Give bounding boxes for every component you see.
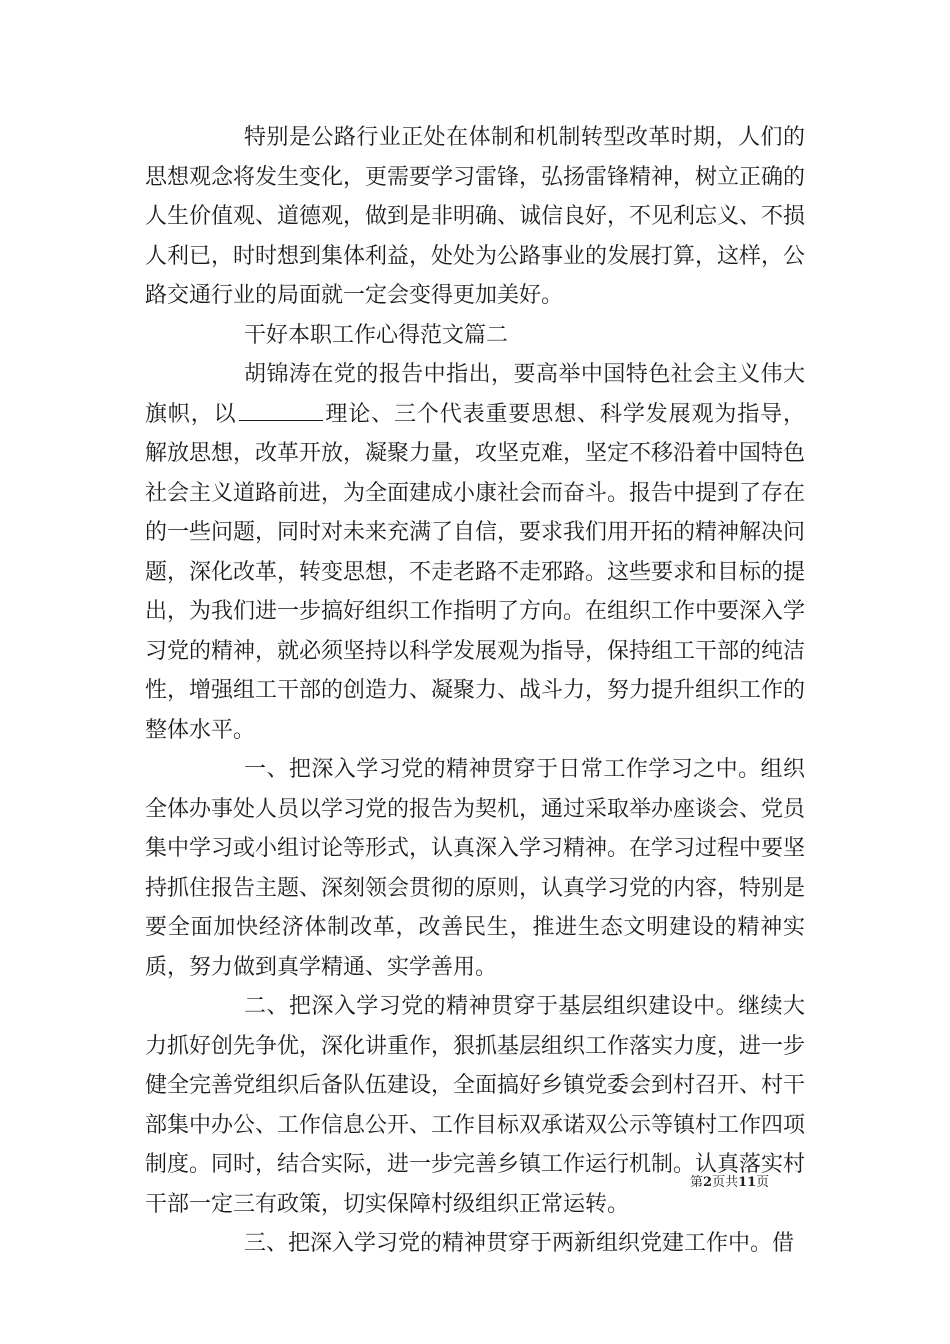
paragraph-report-rest: 理论、三个代表重要思想、科学发展观为指导，解放思想，改革开放，凝聚力量，攻坚克难，坚定不移沿着中国特色社会主义道路前进，为全面建成小康社会而奋斗。报告中提到了存在的一些问题，同时对未来充满了自信，要求我们用开拓的精神解决问题，深化改革，转变思想，不走老路不走邪路。这些要求和目标的提出，为我们进一步搞好组织工作指明了方向。在组织工作中要深入学习党的精神，就必须坚持以科学发展观为指导，保持组工干部的纯洁性，增强组工干部的创造力、凝聚力、战斗力，努力提升组织工作的整体水平。 bbox=[145, 401, 806, 743]
paragraph-report-start: 胡锦涛在党的报告中指出，要高举中国特色社会主义伟大旗帜，以 bbox=[145, 362, 805, 427]
page-number-footer bbox=[690, 1174, 810, 1192]
section-heading: 干好本职工作心得范文篇二 bbox=[244, 322, 509, 348]
document-body bbox=[145, 118, 805, 1264]
footer-middle: 页共 bbox=[712, 1175, 739, 1190]
paragraph-report bbox=[145, 355, 805, 750]
paragraph-point-three: 三、把深入学习党的精神贯穿于两新组织党建工作中。借 bbox=[244, 1231, 795, 1256]
footer-suffix: 页 bbox=[756, 1175, 770, 1190]
paragraph-point-two: 二、把深入学习党的精神贯穿于基层组织建设中。继续大力抓好创先争优，深化讲重作，狠抓基层组织工作落实力度，进一步健全完善党组织后备队伍建设，全面搞好乡镇党委会到村召开、村干部集中办公、工作信息公开、工作目标双承诺双公示等镇村工作四项制度。同时，结合实际，进一步完善乡镇工作运行机制。认真落实村干部一定三有政策，切实保障村级组织正常运转。 bbox=[145, 994, 806, 1217]
paragraph-point-one: 一、把深入学习党的精神贯穿于日常工作学习之中。组织全体办事处人员以学习党的报告为契机，通过采取举办座谈会、党员集中学习或小组讨论等形式，认真深入学习精神。在学习过程中要坚持抓住报告主题、深刻领会贯彻的原则，认真学习党的内容，特别是要全面加快经济体制改革，改善民生，推进生态文明建设的精神实质，努力做到真学精通、实学善用。 bbox=[145, 757, 806, 980]
footer-current-page: 2 bbox=[703, 1175, 713, 1190]
paragraph-public-road: 特别是公路行业正处在体制和机制转型改革时期，人们的思想观念将发生变化，更需要学习雷锋，弘扬雷锋精神，树立正确的人生价值观、道德观，做到是非明确、诚信良好，不见利忘义、不损人利已，时时想到集体利益，处处为公路事业的发展打算，这样，公路交通行业的局面就一定会变得更加美好。 bbox=[145, 125, 806, 308]
blank-underline bbox=[239, 398, 323, 421]
footer-total-pages: 11 bbox=[738, 1175, 757, 1190]
footer-prefix: 第 bbox=[690, 1175, 704, 1190]
